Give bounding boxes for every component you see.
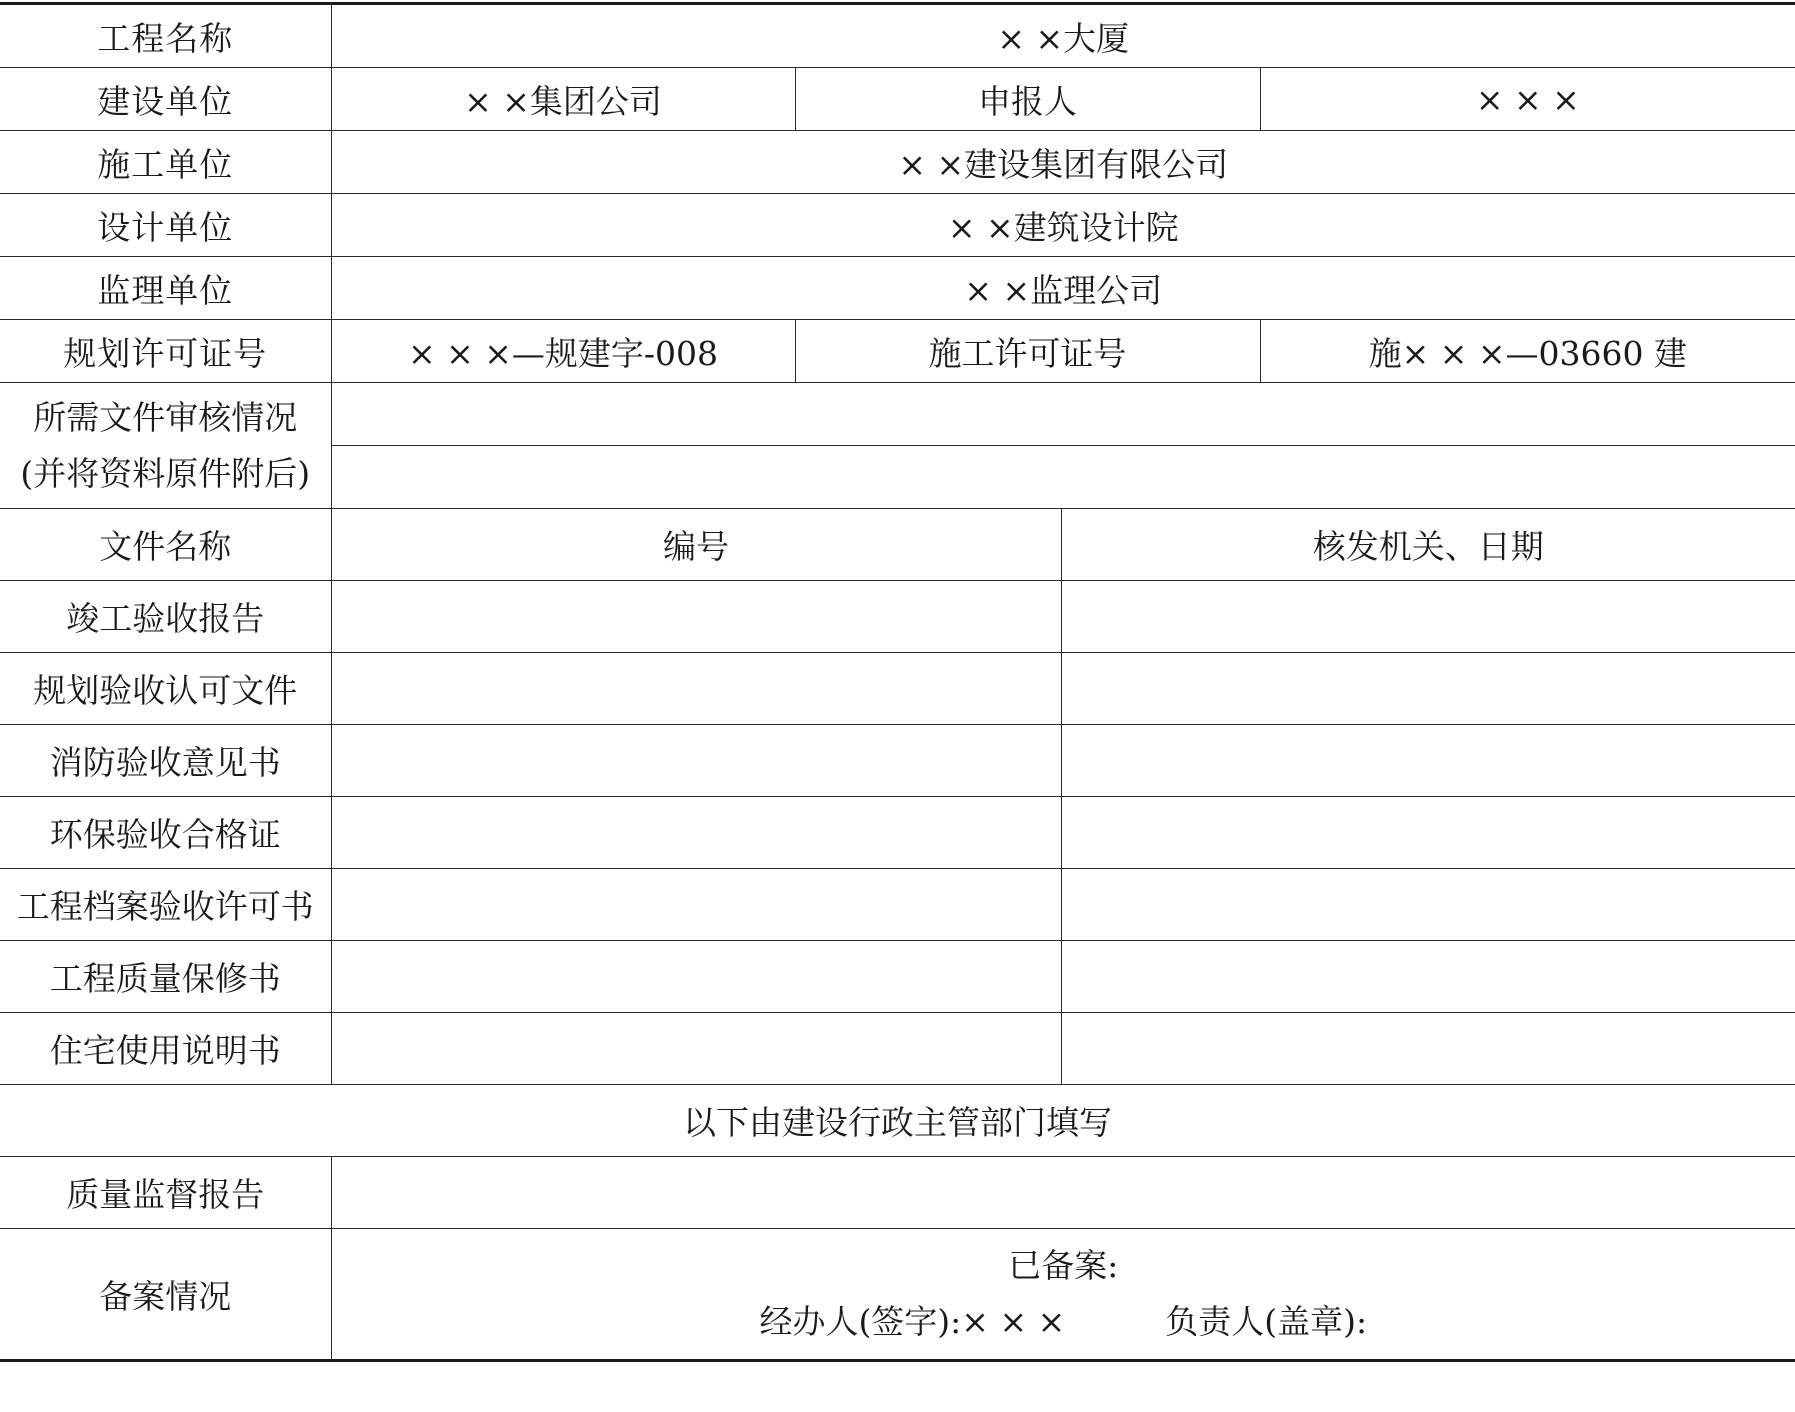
table-row [0, 797, 1795, 869]
authority-section-title: 以下由建设行政主管部门填写 [0, 1085, 1795, 1157]
document-number-field[interactable] [331, 797, 1061, 869]
filing-status: 已备案: [1008, 1246, 1119, 1285]
document-number-field[interactable] [331, 869, 1061, 941]
builder-unit-label: 施工单位 [0, 131, 331, 194]
declarant-label: 申报人 [795, 68, 1260, 131]
completion-filing-table [0, 2, 1795, 1362]
table-row [0, 869, 1795, 941]
quality-report-row [0, 1157, 1795, 1229]
document-issuer-date-field[interactable] [1061, 941, 1795, 1013]
supervision-unit-row [0, 257, 1795, 320]
document-number-field[interactable] [331, 581, 1061, 653]
supervision-unit-value: × ×监理公司 [331, 257, 1795, 320]
table-row [0, 581, 1795, 653]
construction-unit-label: 建设单位 [0, 68, 331, 131]
document-number-field[interactable] [331, 725, 1061, 797]
filing-handler: 经办人(签字):× × × [759, 1302, 1066, 1341]
project-name-row [0, 4, 1795, 68]
document-name: 消防验收意见书 [0, 725, 331, 797]
declarant-value: × × × [1260, 68, 1795, 131]
document-name: 工程档案验收许可书 [0, 869, 331, 941]
documents-header-row [0, 509, 1795, 581]
document-issuer-date-field[interactable] [1061, 653, 1795, 725]
table-row [0, 725, 1795, 797]
permit-row [0, 320, 1795, 383]
construction-permit-value: 施× × ×—03660 建 [1260, 320, 1795, 383]
documents-header-issuer-date: 核发机关、日期 [1061, 509, 1795, 581]
document-review-label [0, 383, 331, 509]
document-issuer-date-field[interactable] [1061, 581, 1795, 653]
filing-responsible: 负责人(盖章): [1165, 1302, 1368, 1341]
planning-permit-label: 规划许可证号 [0, 320, 331, 383]
document-review-label-line2: (并将资料原件附后) [20, 453, 311, 493]
document-number-field[interactable] [331, 653, 1061, 725]
document-review-field-1[interactable] [331, 383, 1795, 446]
authority-section-row [0, 1085, 1795, 1157]
document-issuer-date-field[interactable] [1061, 725, 1795, 797]
builder-unit-row [0, 131, 1795, 194]
quality-report-label: 质量监督报告 [0, 1157, 331, 1229]
filing-label: 备案情况 [0, 1229, 331, 1361]
quality-report-field[interactable] [331, 1157, 1795, 1229]
construction-unit-value: × ×集团公司 [331, 68, 795, 131]
project-name-value: × ×大厦 [331, 4, 1795, 68]
documents-header-name: 文件名称 [0, 509, 331, 581]
design-unit-label: 设计单位 [0, 194, 331, 257]
construction-permit-label: 施工许可证号 [795, 320, 1260, 383]
document-name: 工程质量保修书 [0, 941, 331, 1013]
table-row [0, 1013, 1795, 1085]
design-unit-row [0, 194, 1795, 257]
document-number-field[interactable] [331, 1013, 1061, 1085]
document-name: 住宅使用说明书 [0, 1013, 331, 1085]
document-review-label-line1: 所需文件审核情况 [33, 397, 298, 437]
builder-unit-value: × ×建设集团有限公司 [331, 131, 1795, 194]
document-name: 规划验收认可文件 [0, 653, 331, 725]
filing-content[interactable] [331, 1229, 1795, 1361]
supervision-unit-label: 监理单位 [0, 257, 331, 320]
document-issuer-date-field[interactable] [1061, 869, 1795, 941]
document-review-field-2[interactable] [331, 446, 1795, 509]
table-row [0, 653, 1795, 725]
document-issuer-date-field[interactable] [1061, 797, 1795, 869]
table-row [0, 941, 1795, 1013]
documents-header-number: 编号 [331, 509, 1061, 581]
document-number-field[interactable] [331, 941, 1061, 1013]
design-unit-value: × ×建筑设计院 [331, 194, 1795, 257]
construction-unit-row [0, 68, 1795, 131]
document-name: 竣工验收报告 [0, 581, 331, 653]
filing-row [0, 1229, 1795, 1361]
document-name: 环保验收合格证 [0, 797, 331, 869]
document-issuer-date-field[interactable] [1061, 1013, 1795, 1085]
project-name-label: 工程名称 [0, 4, 331, 68]
planning-permit-value: × × ×—规建字-008 [331, 320, 795, 383]
document-review-row-1 [0, 383, 1795, 446]
